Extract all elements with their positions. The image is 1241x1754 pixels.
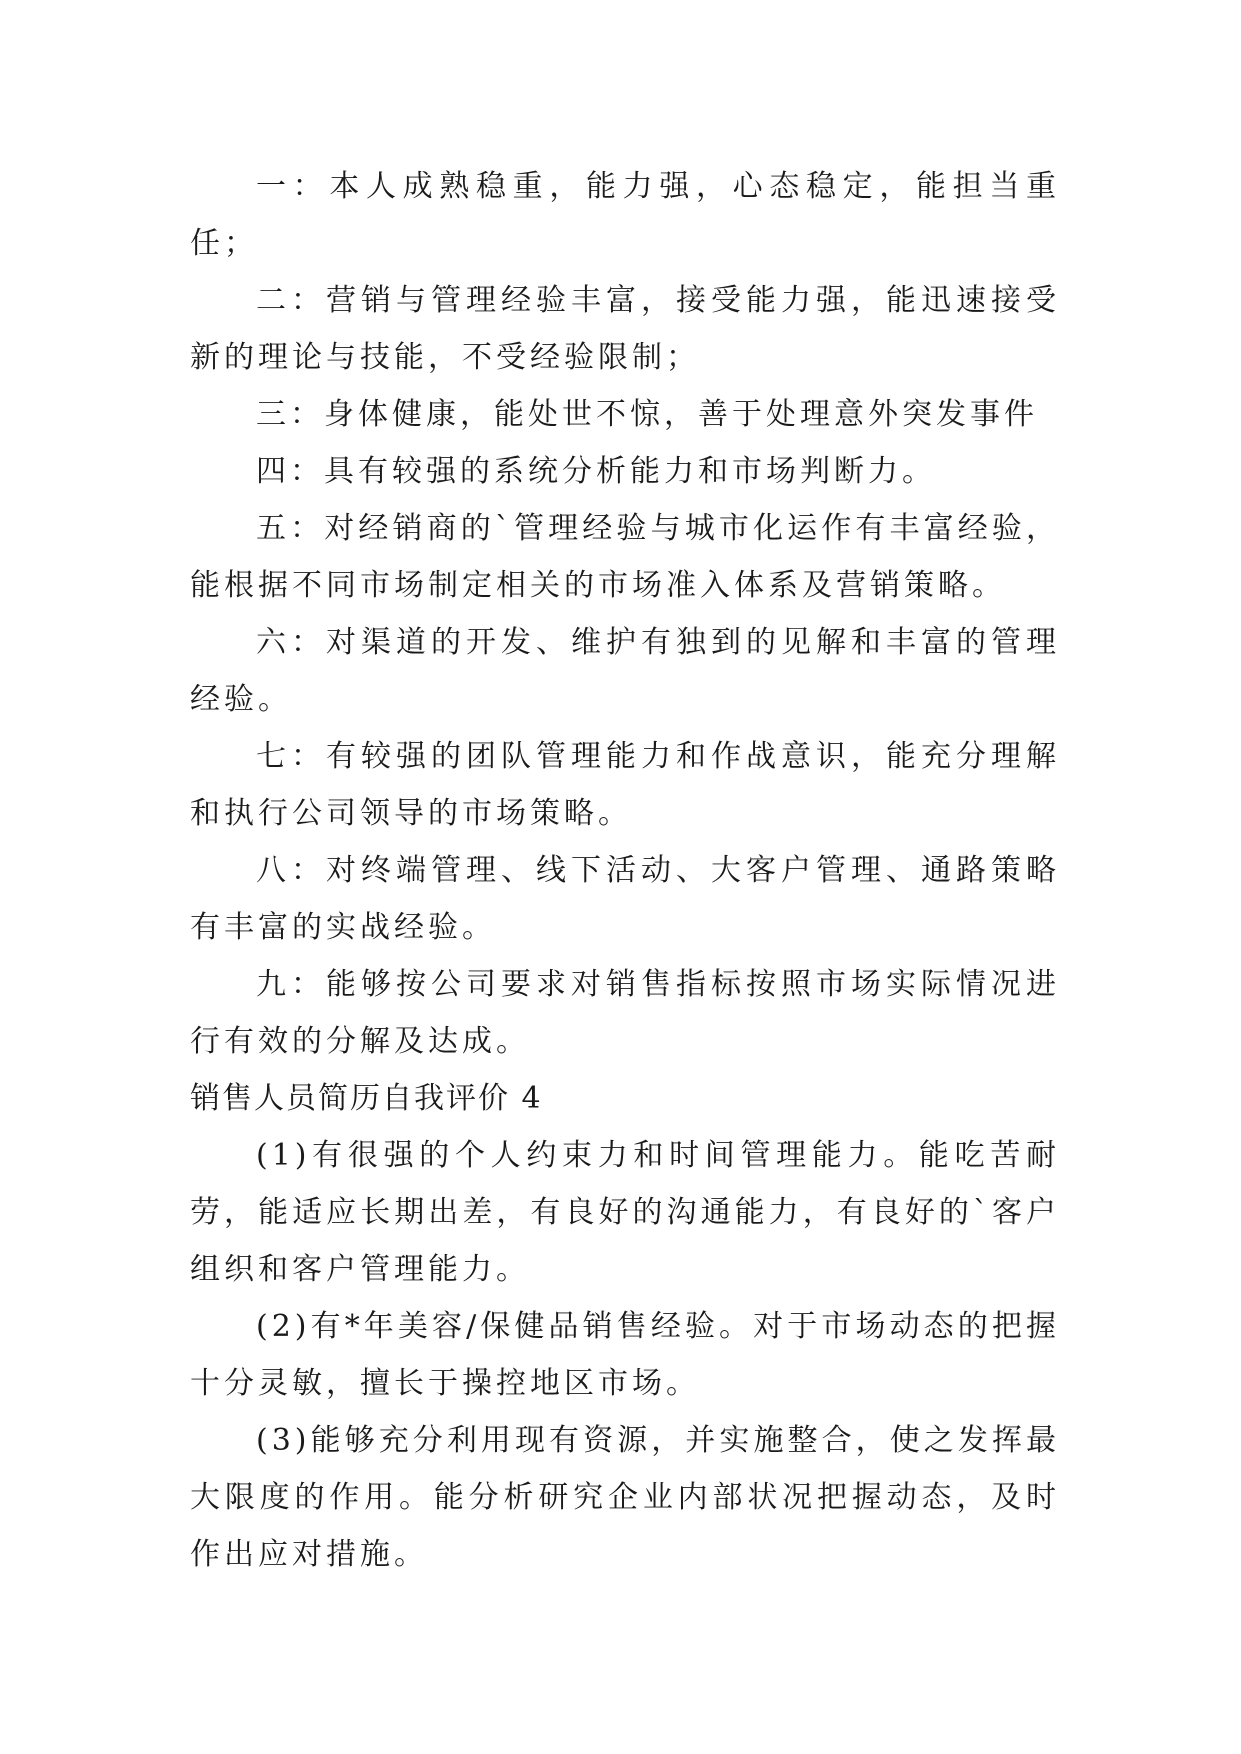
section-paragraph-1: (1)有很强的个人约束力和时间管理能力。能吃苦耐劳，能适应长期出差，有良好的沟通能力，有良好的`客户组织和客户管理能力。	[190, 1138, 1060, 1287]
paragraph-7: 七：有较强的团队管理能力和作战意识，能充分理解和执行公司领导的市场策略。	[190, 739, 1060, 831]
paragraph-1: 一：本人成熟稳重，能力强，心态稳定，能担当重任；	[190, 169, 1060, 261]
paragraph-9: 九：能够按公司要求对销售指标按照市场实际情况进行有效的分解及达成。	[190, 967, 1060, 1059]
paragraph-5: 五：对经销商的`管理经验与城市化运作有丰富经验，能根据不同市场制定相关的市场准入体系及营销策略。	[190, 511, 1060, 603]
paragraph-8: 八：对终端管理、线下活动、大客户管理、通路策略有丰富的实战经验。	[190, 853, 1060, 945]
paragraph-2: 二：营销与管理经验丰富，接受能力强，能迅速接受新的理论与技能，不受经验限制；	[190, 283, 1060, 375]
paragraph-4: 四：具有较强的系统分析能力和市场判断力。	[256, 454, 936, 489]
section-paragraph-3: (3)能够充分利用现有资源，并实施整合，使之发挥最大限度的作用。能分析研究企业内部状况把握动态，及时作出应对措施。	[190, 1423, 1060, 1572]
paragraph-3: 三：身体健康，能处世不惊，善于处理意外突发事件	[256, 397, 1038, 432]
paragraph-6: 六：对渠道的开发、维护有独到的见解和丰富的管理经验。	[190, 625, 1060, 717]
document-body	[190, 158, 1060, 1583]
section-paragraph-2: (2)有*年美容/保健品销售经验。对于市场动态的把握十分灵敏，擅长于操控地区市场。	[190, 1309, 1060, 1401]
section-heading: 销售人员简历自我评价 4	[190, 1081, 543, 1116]
